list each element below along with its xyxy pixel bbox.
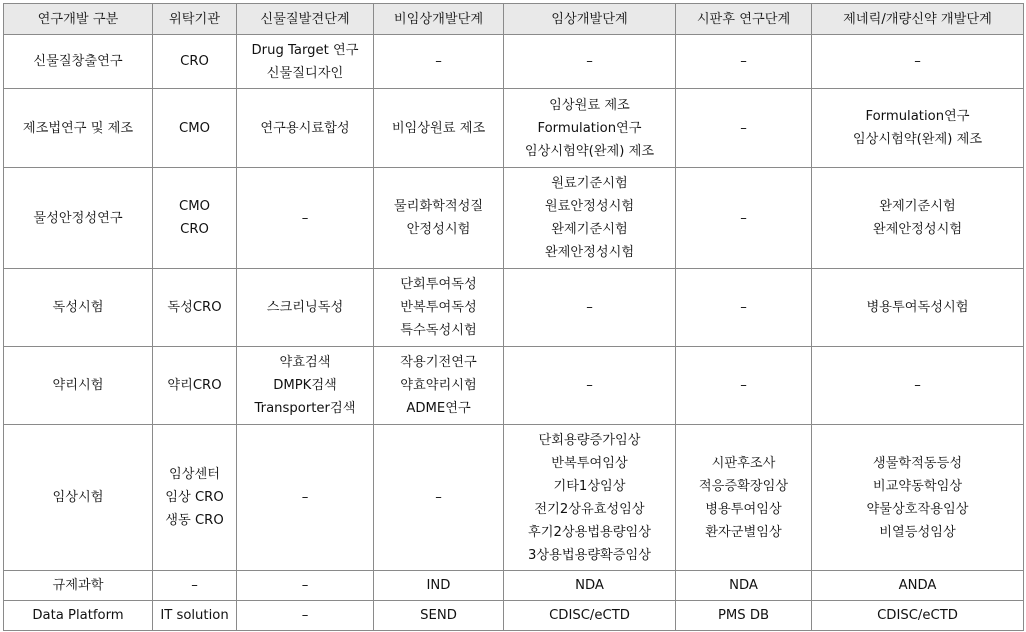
discovery-line: 신물질디자인: [266, 65, 344, 81]
clinical-line: 임상원료 제조: [549, 97, 630, 113]
discovery-cell: [237, 601, 374, 631]
generic-cell: [812, 601, 1024, 631]
agency-cell: [153, 347, 237, 425]
discovery-line: 연구용시료합성: [260, 120, 350, 136]
postmarket-line: –: [740, 120, 747, 136]
category-cell: 신물질창출연구: [4, 35, 153, 89]
agency-line: IT solution: [160, 608, 229, 623]
category-cell: 약리시험: [4, 347, 153, 425]
nonclinical-line: 단회투여독성: [400, 277, 477, 292]
category-cell: 독성시험: [4, 269, 153, 347]
postmarket-line: –: [740, 54, 747, 69]
agency-line: 생동 CRO: [165, 513, 224, 528]
generic-line: CDISC/eCTD: [877, 608, 958, 623]
discovery-line: DMPK검색: [273, 378, 337, 393]
postmarket-line: –: [740, 300, 747, 315]
generic-line: 약물상호작용임상: [866, 501, 969, 517]
generic-line: –: [914, 54, 921, 69]
discovery-cell: [237, 571, 374, 601]
nonclinical-cell: [374, 269, 504, 347]
nonclinical-line: IND: [426, 578, 451, 593]
discovery-line: Drug Target 연구: [251, 42, 359, 58]
clinical-line: 완제안정성시험: [544, 245, 635, 260]
table-row: [4, 425, 1024, 571]
table-row: [4, 35, 1024, 89]
generic-cell: [812, 269, 1024, 347]
generic-cell: [812, 168, 1024, 269]
clinical-cell: [504, 425, 676, 571]
discovery-cell: [237, 89, 374, 168]
generic-cell: [812, 347, 1024, 425]
clinical-line: Formulation연구: [537, 120, 642, 136]
nonclinical-line: ADME연구: [406, 401, 471, 416]
postmarket-cell: [676, 571, 812, 601]
postmarket-line: PMS DB: [717, 608, 770, 623]
agency-cell: [153, 89, 237, 168]
postmarket-line: –: [740, 378, 747, 393]
generic-line: 완제안정성시험: [872, 222, 963, 237]
generic-line: 비열등성임상: [879, 524, 956, 540]
table-row: [4, 347, 1024, 425]
postmarket-line: –: [740, 210, 747, 226]
clinical-line: –: [586, 300, 593, 315]
nonclinical-cell: [374, 425, 504, 571]
postmarket-line: 병용투여임상: [705, 501, 782, 517]
discovery-cell: [237, 35, 374, 89]
agency-line: CMO: [179, 120, 210, 136]
agency-line: 임상 CRO: [165, 490, 224, 505]
nonclinical-cell: [374, 601, 504, 631]
agency-line: 독성CRO: [167, 300, 222, 315]
clinical-line: 원료기준시험: [551, 176, 628, 191]
postmarket-cell: [676, 269, 812, 347]
nonclinical-cell: [374, 35, 504, 89]
postmarket-cell: [676, 168, 812, 269]
nonclinical-cell: [374, 168, 504, 269]
table-row: [4, 601, 1024, 631]
clinical-cell: [504, 571, 676, 601]
clinical-line: –: [586, 54, 593, 69]
generic-line: Formulation연구: [865, 109, 970, 124]
clinical-line: 3상용법용량확증임상: [527, 547, 652, 563]
clinical-line: 후기2상용법용량임상: [527, 524, 652, 540]
nonclinical-line: 물리화학적성질: [393, 199, 484, 214]
header-generic: 제네릭/개량신약 개발단계: [812, 4, 1024, 35]
nonclinical-line: 약효약리시험: [400, 378, 477, 393]
table-header: [4, 4, 1024, 35]
clinical-line: NDA: [575, 578, 604, 593]
category-cell: 제조법연구 및 제조: [4, 89, 153, 168]
postmarket-cell: [676, 601, 812, 631]
rnd-stage-table: [3, 3, 1024, 631]
clinical-line: 완제기준시험: [551, 222, 628, 237]
discovery-line: –: [301, 490, 309, 505]
category-cell: Data Platform: [4, 601, 153, 631]
agency-line: 임상센터: [169, 467, 220, 482]
generic-line: 완제기준시험: [879, 199, 956, 214]
nonclinical-line: 안정성시험: [406, 222, 471, 237]
nonclinical-line: –: [435, 490, 442, 505]
agency-line: –: [191, 578, 198, 593]
header-row: [4, 4, 1024, 35]
postmarket-line: 환자군별임상: [705, 524, 782, 540]
postmarket-line: 시판후조사: [711, 455, 776, 471]
nonclinical-line: 작용기전연구: [400, 355, 477, 370]
nonclinical-line: 비임상원료 제조: [391, 120, 486, 136]
clinical-cell: [504, 269, 676, 347]
discovery-line: –: [301, 210, 309, 226]
clinical-line: 단회용량증가임상: [538, 432, 641, 448]
discovery-line: 약효검색: [279, 355, 331, 370]
clinical-cell: [504, 347, 676, 425]
agency-cell: [153, 425, 237, 571]
category-cell: 규제과학: [4, 571, 153, 601]
agency-cell: [153, 601, 237, 631]
table-row: [4, 571, 1024, 601]
postmarket-line: NDA: [729, 578, 758, 593]
discovery-cell: [237, 425, 374, 571]
agency-cell: [153, 35, 237, 89]
clinical-cell: [504, 89, 676, 168]
generic-line: –: [914, 378, 921, 393]
table-row: [4, 89, 1024, 168]
generic-line: 병용투여독성시험: [866, 300, 969, 315]
agency-line: CRO: [180, 54, 209, 69]
discovery-cell: [237, 168, 374, 269]
generic-cell: [812, 571, 1024, 601]
discovery-line: –: [301, 608, 309, 623]
category-cell: 물성안정성연구: [4, 168, 153, 269]
table-row: [4, 168, 1024, 269]
agency-cell: [153, 269, 237, 347]
clinical-cell: [504, 35, 676, 89]
clinical-line: 전기2상유효성임상: [534, 501, 645, 517]
discovery-line: –: [301, 578, 309, 593]
nonclinical-cell: [374, 571, 504, 601]
table-row: [4, 269, 1024, 347]
discovery-cell: [237, 269, 374, 347]
clinical-cell: [504, 601, 676, 631]
postmarket-cell: [676, 425, 812, 571]
nonclinical-line: 반복투여독성: [400, 300, 477, 315]
nonclinical-line: –: [435, 54, 442, 69]
postmarket-cell: [676, 35, 812, 89]
discovery-line: Transporter검색: [254, 401, 356, 416]
discovery-cell: [237, 347, 374, 425]
nonclinical-line: 특수독성시험: [400, 323, 477, 338]
clinical-cell: [504, 168, 676, 269]
generic-line: 임상시험약(완제) 제조: [852, 132, 983, 147]
header-clinical: 임상개발단계: [504, 4, 676, 35]
postmarket-line: 적응증확장임상: [698, 478, 789, 494]
header-postmarket: 시판후 연구단계: [676, 4, 812, 35]
clinical-line: 임상시험약(완제) 제조: [524, 143, 655, 159]
agency-cell: [153, 168, 237, 269]
header-nonclinical: 비임상개발단계: [374, 4, 504, 35]
postmarket-cell: [676, 347, 812, 425]
discovery-line: 스크리닝독성: [266, 300, 344, 315]
generic-line: 생물학적동등성: [872, 455, 963, 471]
generic-cell: [812, 35, 1024, 89]
agency-line: 약리CRO: [167, 378, 222, 393]
generic-cell: [812, 425, 1024, 571]
header-agency: 위탁기관: [153, 4, 237, 35]
postmarket-cell: [676, 89, 812, 168]
category-cell: 임상시험: [4, 425, 153, 571]
table-body: [4, 35, 1024, 631]
clinical-line: CDISC/eCTD: [549, 608, 630, 623]
nonclinical-line: SEND: [420, 608, 457, 623]
generic-line: ANDA: [898, 578, 937, 593]
generic-line: 비교약동학임상: [872, 478, 963, 494]
agency-line: CMO: [179, 199, 210, 214]
clinical-line: –: [586, 378, 593, 393]
generic-cell: [812, 89, 1024, 168]
header-discovery: 신물질발견단계: [237, 4, 374, 35]
agency-cell: [153, 571, 237, 601]
agency-line: CRO: [180, 222, 209, 237]
nonclinical-cell: [374, 89, 504, 168]
header-category: 연구개발 구분: [4, 4, 153, 35]
nonclinical-cell: [374, 347, 504, 425]
clinical-line: 반복투여임상: [551, 455, 628, 471]
clinical-line: 원료안정성시험: [544, 199, 635, 214]
clinical-line: 기타1상임상: [553, 478, 626, 494]
